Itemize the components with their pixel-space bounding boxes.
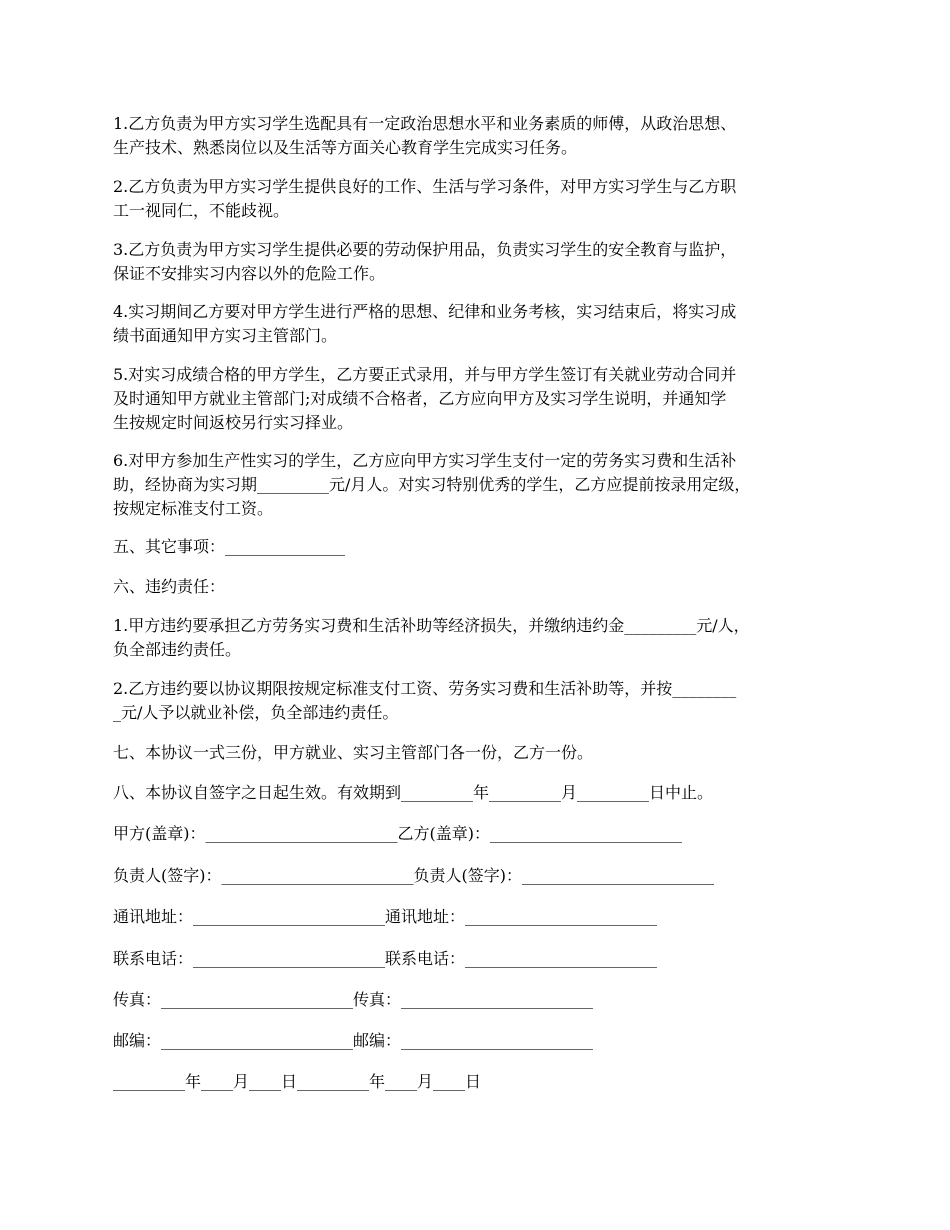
signature-phone-line: 联系电话：________________________联系电话：________________________ (113, 949, 658, 968)
section-breach-liability: 六、违约责任： (113, 577, 226, 596)
signature-date-line: _________年____月____日_________年____月____日 (113, 1072, 482, 1091)
clause-1: 1.乙方负责为甲方实习学生选配具有一定政治思想水平和业务素质的师傅，从政治思想、 生产技术、熟悉岗位以及生活等方面关心教育学生完成实习任务。 (113, 114, 737, 157)
section-other-matters: 五、其它事项：_______________ (113, 537, 346, 556)
signature-address-line: 通讯地址：________________________通讯地址：________________________ (113, 907, 658, 926)
clause-4: 4.实习期间乙方要对甲方学生进行严格的思想、纪律和业务考核，实习结束后，将实习成 绩书面通知甲方实习主管部门。 (113, 302, 737, 345)
signature-postcode-line: 邮编：________________________邮编：________________________ (113, 1031, 594, 1050)
section-copies: 七、本协议一式三份，甲方就业、实习主管部门各一份，乙方一份。 (113, 743, 594, 762)
breach-clause-2: 2.乙方违约要以协议期限按规定标准支付工资、劳务实习费和生活补助等，并按________ _元/人予以就业补偿，负全部违约责任。 (113, 679, 737, 722)
signature-seal-line: 甲方(盖章)：________________________乙方(盖章)：________________________ (113, 824, 682, 843)
clause-2: 2.乙方负责为甲方实习学生提供良好的工作、生活与学习条件，对甲方实习学生与乙方职 工一视同仁，不能歧视。 (113, 177, 737, 220)
clause-5: 5.对实习成绩合格的甲方学生，乙方要正式录用，并与甲方学生签订有关就业劳动合同并 及时通知甲方就业主管部门;对成绩不合格者，乙方应向甲方及实习学生说明，并通知学 生按规定时间返校另行实习择业。 (113, 365, 737, 432)
section-effective-date: 八、本协议自签字之日起生效。有效期到_________年_________月_________日中止。 (113, 783, 714, 802)
signature-fax-line: 传真：________________________传真：________________________ (113, 990, 594, 1009)
breach-clause-1: 1.甲方违约要承担乙方劳务实习费和生活补助等经济损失，并缴纳违约金_________元/人， 负全部违约责任。 (113, 616, 750, 659)
clause-3: 3.乙方负责为甲方实习学生提供必要的劳动保护用品，负责实习学生的安全教育与监护， 保证不安排实习内容以外的危险工作。 (113, 240, 737, 283)
signature-responsible-line: 负责人(签字)：________________________负责人(签字)：________________________ (113, 866, 714, 885)
clause-6: 6.对甲方参加生产性实习的学生，乙方应向甲方实习学生支付一定的劳务实习费和生活补 助，经协商为实习期_________元/月人。对实习特别优秀的学生，乙方应提前按录用定级， 按规定标准支付工资。 (113, 451, 751, 518)
